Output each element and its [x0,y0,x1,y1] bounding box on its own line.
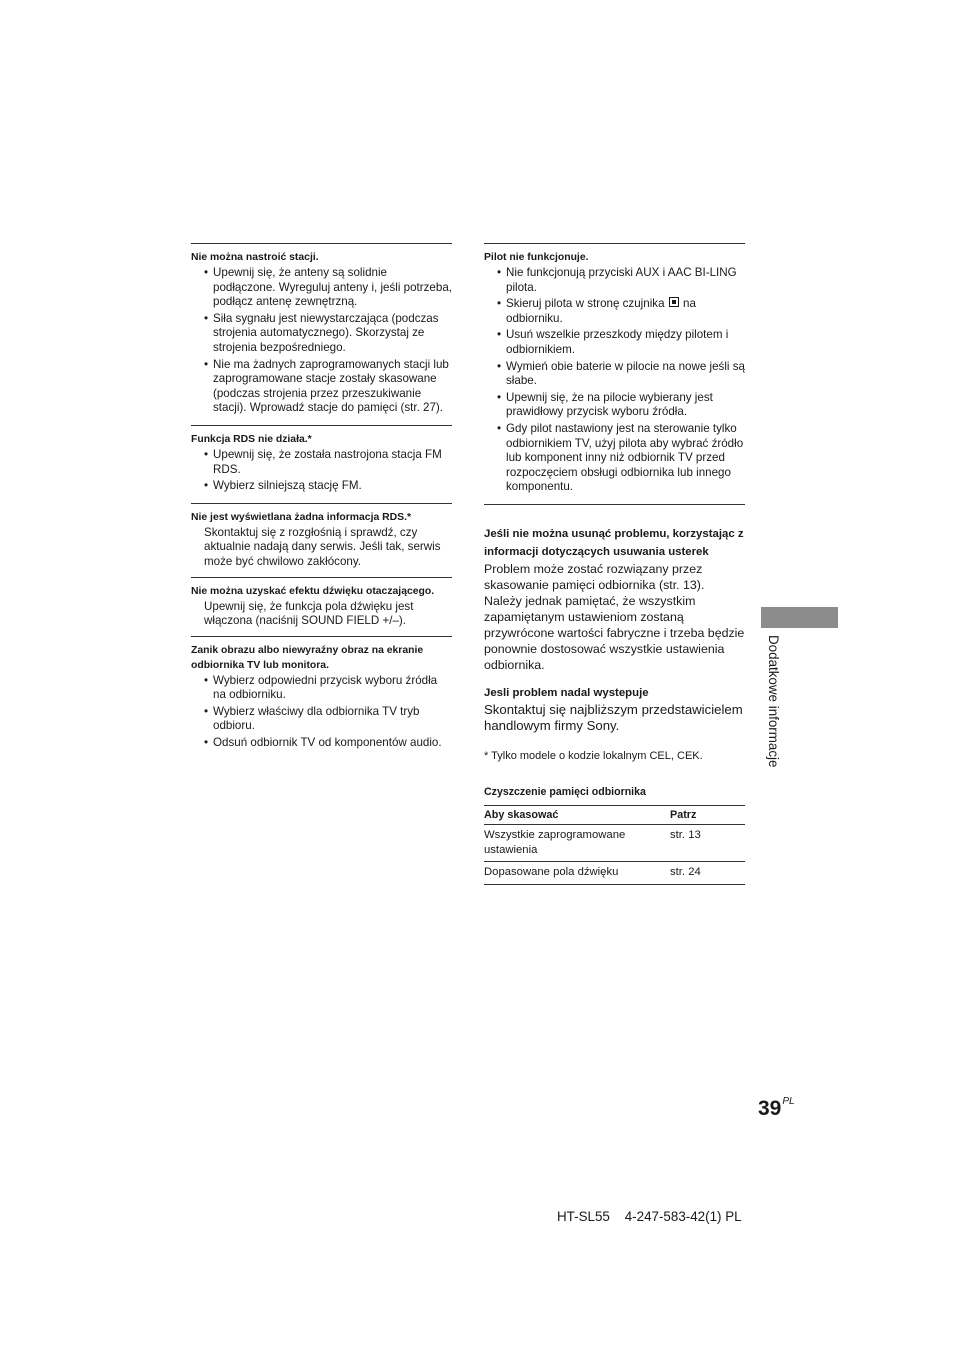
troubleshoot-remote [484,243,745,505]
list-item: • Nie ma żadnych zaprogramowanych stacji lub zaprogramowane stacje zostały skasowane (podczas strojenia przez przeszukiwanie stacji). Wprowadź stacje do pamięci (str. 27). [204,358,452,416]
list-item: • Upewnij się, że na pilocie wybierany jest prawidłowy przycisk wyboru źródła. [497,391,745,420]
section-title: Nie można uzyskać efektu dźwięku otaczającego. [191,585,435,597]
table-row [484,824,745,861]
list-item: • Wymień obie baterie w pilocie na nowe jeśli są słabe. [497,360,745,389]
footnote: * Tylko modele o kodzie lokalnym CEL, CEK. [484,749,703,762]
list-item [497,297,745,326]
list-item: • Odsuń odbiornik TV od komponentów audio. [204,736,452,751]
troubleshoot-surround [191,577,452,636]
table-cell: str. 13 [670,824,745,861]
section-title: Pilot nie funkcjonuje. [484,252,589,263]
section-text: Upewnij się, że funkcja pola dźwięku jest włączona (naciśnij SOUND FIELD +/–). [204,599,414,628]
section-text: Skontaktuj się z rozgłośnią i sprawdź, czy aktualnie nadają dany serwis. Jeśli tak, serwis może być chwilowo zakłócony. [204,525,441,568]
bullet-list [191,448,452,494]
list-item: • Upewnij się, że została nastrojona stacja FM RDS. [204,448,452,477]
table-cell: Wszystkie zaprogramowane ustawienia [484,824,670,861]
unresolved-text: Problem może zostać rozwiązany przez skasowanie pamięci odbiornika (str. 13). Należy jednak pamiętać, że wszystkim zapamiętanym ustawieniom zostaną przywrócone wartości fabryczne i trzeba będzie ponownie dostosować wszystkie ustawienia odbiornika. [484,561,745,672]
section-title: Funkcja RDS nie działa.* [191,433,312,445]
column-header: Aby skasować [484,805,670,824]
sensor-text-before: Skieruj pilota w stronę czujnika [506,297,665,311]
list-item: • Wybierz silniejszą stację FM. [204,479,452,494]
remote-sensor-icon [669,297,679,307]
troubleshoot-picture [191,636,452,760]
section-title: Nie jest wyświetlana żadna informacja RDS.* [191,511,412,523]
troubleshoot-no-tuning [191,243,452,425]
list-item: • Upewnij się, że anteny są solidnie podłączone. Wyreguluj anteny i, jeśli potrzeba, podłącz antenę zewnętrzną. [204,266,452,310]
bullet-list [191,266,452,416]
table-cell: str. 24 [670,862,745,885]
troubleshoot-rds [191,425,452,503]
list-item: • Wybierz właściwy dla odbiornika TV tryb odbioru. [204,705,452,734]
page-number-value: 39 [758,1097,782,1120]
sensor-text-after: na odbiorniku. [506,297,696,325]
table-header-row [484,805,745,824]
table-cell: Dopasowane pola dźwięku [484,862,670,885]
unresolved-heading: Jeśli nie można usunąć problemu, korzystając z informacji dotyczących usuwania usterek [484,527,744,558]
memory-reset-table [484,805,745,885]
model-code: HT-SL55 4-247-583-42(1) PL [557,1209,742,1224]
table-row [484,862,745,885]
table-title: Czyszczenie pamięci odbiornika [484,785,646,798]
side-section-label: Dodatkowe informacje [766,635,781,768]
troubleshoot-rds-info [191,503,452,577]
page-language-suffix: PL [782,1096,795,1107]
persist-text: Skontaktuj się najbliższym przedstawicielem handlowym firmy Sony. [484,701,743,734]
list-item: • Gdy pilot nastawiony jest na sterowanie tylko odbiornikiem TV, użyj pilota aby wybrać źródło lub komponent inny niż odbiornik TV przed rozpoczęciem obsługi odbiornika lub innego komponentu. [497,422,745,495]
left-column [191,243,452,760]
list-item: • Usuń wszelkie przeszkody między pilotem i odbiornikiem. [497,328,745,357]
column-header: Patrz [670,805,745,824]
list-item: • Wybierz odpowiedni przycisk wyboru źródła na odbiorniku. [204,674,452,703]
persist-heading: Jesli problem nadal wystepuje [484,686,649,699]
list-item: • Nie funkcjonują przyciski AUX i AAC BI-LING pilota. [497,266,745,295]
right-column [484,243,745,885]
section-title: Zanik obrazu albo niewyraźny obraz na ekranie odbiornika TV lub monitora. [191,644,424,671]
section-title: Nie można nastroić stacji. [191,252,319,263]
bullet-list [191,674,452,751]
section-tab-marker [761,607,838,628]
bullet-list [484,266,745,495]
list-item: • Siła sygnału jest niewystarczająca (podczas strojenia automatycznego). Skorzystaj ze strojenia bezpośredniego. [204,312,452,356]
page-number [758,1097,795,1121]
